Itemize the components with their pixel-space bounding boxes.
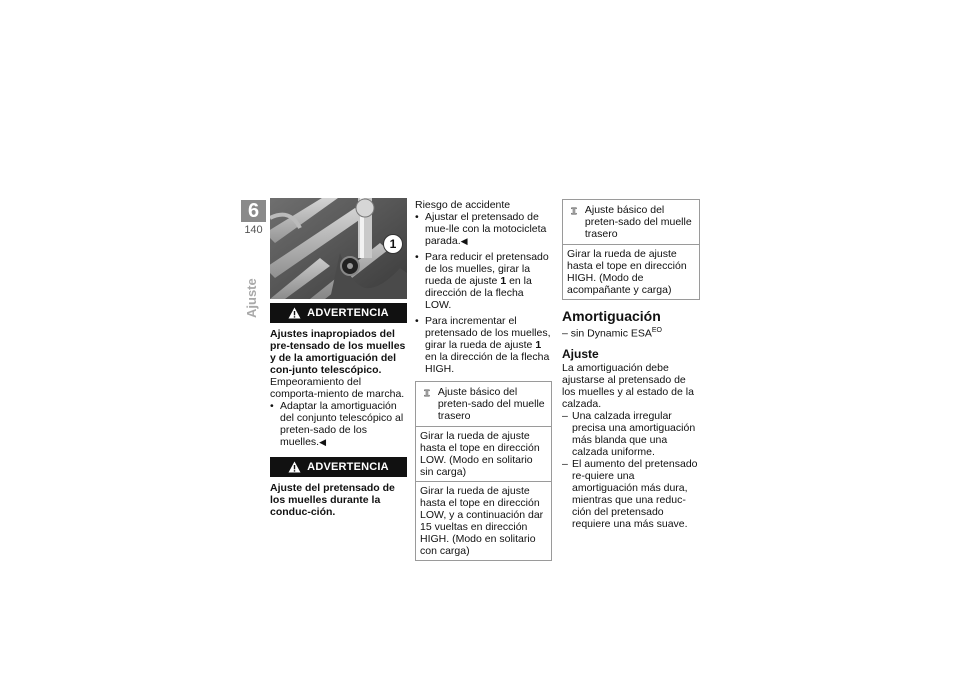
bullet-text: en la dirección de la flecha HIGH.	[425, 351, 550, 375]
page-number: 140	[244, 224, 263, 236]
chapter-title: Ajuste	[244, 278, 259, 318]
spec-box-title: Ajuste básico del preten-sado del muelle trasero	[437, 386, 545, 422]
suspension-photo	[270, 198, 407, 299]
list-item	[562, 410, 700, 458]
warning-label-1: ADVERTENCIA	[307, 307, 389, 319]
bullet-text: Adaptar la amortiguación del conjunto telescópico al preten-sado de los muelles.	[280, 400, 404, 448]
chapter-number: 6	[241, 200, 266, 222]
spec-box-cell: Girar la rueda de ajuste hasta el tope en dirección LOW. (Modo en solitario sin carga)	[416, 427, 551, 482]
warning-bar-2	[270, 457, 407, 477]
risk-intro: Riesgo de accidente	[415, 199, 511, 211]
dash-mark: –	[562, 327, 568, 340]
bullet-text: Para reducir el pretensado de los muelles, girar la rueda de ajuste	[425, 251, 549, 287]
column-3	[562, 199, 700, 530]
callout-marker: 1	[383, 234, 403, 254]
list-item	[415, 211, 552, 247]
list-item	[562, 458, 700, 530]
spec-box-title: Ajuste básico del preten-sado del muelle trasero	[584, 204, 692, 240]
warning-body-1: Empeoramiento del comporta-miento de marcha.	[270, 376, 405, 400]
dash-text: Una calzada irregular precisa una amortiguación más blanda que una calzada uniforme.	[572, 409, 696, 458]
option-line	[562, 325, 700, 340]
warning-triangle-icon	[288, 461, 301, 473]
list-item	[415, 315, 552, 375]
dash-text: El aumento del pretensado re-quiere una amortiguación más dura, mientras que una reduc-ción del pretensado requiere una más suave.	[572, 457, 698, 530]
part-number: 1	[500, 275, 507, 287]
warning-label-2: ADVERTENCIA	[307, 461, 389, 473]
subsection-heading: Ajuste	[562, 346, 599, 361]
warning-bar-1	[270, 303, 407, 323]
warning-title-2: Ajuste del pretensado de los muelles durante la conduc-ción.	[270, 482, 395, 518]
column-1	[270, 303, 407, 518]
warning-triangle-icon	[288, 307, 301, 319]
end-mark: ◀	[319, 437, 327, 447]
shock-absorber-icon	[571, 204, 577, 218]
option-text: sin Dynamic ESA	[570, 327, 652, 340]
end-mark: ◀	[460, 236, 468, 246]
option-superscript: EO	[651, 327, 662, 334]
shock-absorber-icon	[424, 386, 430, 400]
spec-box	[562, 199, 700, 300]
part-number: 1	[535, 339, 542, 351]
body-text: La amortiguación debe ajustarse al pretensado de los muelles y al estado de la calzada.	[562, 361, 694, 410]
spec-box-header	[416, 382, 551, 427]
list-item	[415, 251, 552, 311]
warning-title-1: Ajustes inapropiados del pre-tensado de los muelles y de la amortiguación del con-junto telescópico.	[270, 328, 406, 376]
list-item	[270, 400, 407, 448]
bullet-text: Para incrementar el pretensado de los muelles, girar la rueda de ajuste	[425, 315, 551, 351]
column-2	[415, 199, 552, 561]
spec-box	[415, 381, 552, 561]
bullet-text: en la dirección de la flecha LOW.	[425, 275, 532, 311]
bullet-text: Ajustar el pretensado de mue-lle con la motocicleta parada.	[425, 211, 547, 247]
spec-box-cell: Girar la rueda de ajuste hasta el tope en dirección LOW, y a continuación dar 15 vueltas en dirección HIGH. (Modo en solitario con carga)	[420, 485, 544, 557]
spec-box-cell: Girar la rueda de ajuste hasta el tope en dirección HIGH. (Modo de acompañante y carga)	[567, 248, 687, 296]
spec-box-header	[563, 200, 699, 245]
section-heading: Amortiguación	[562, 308, 661, 324]
